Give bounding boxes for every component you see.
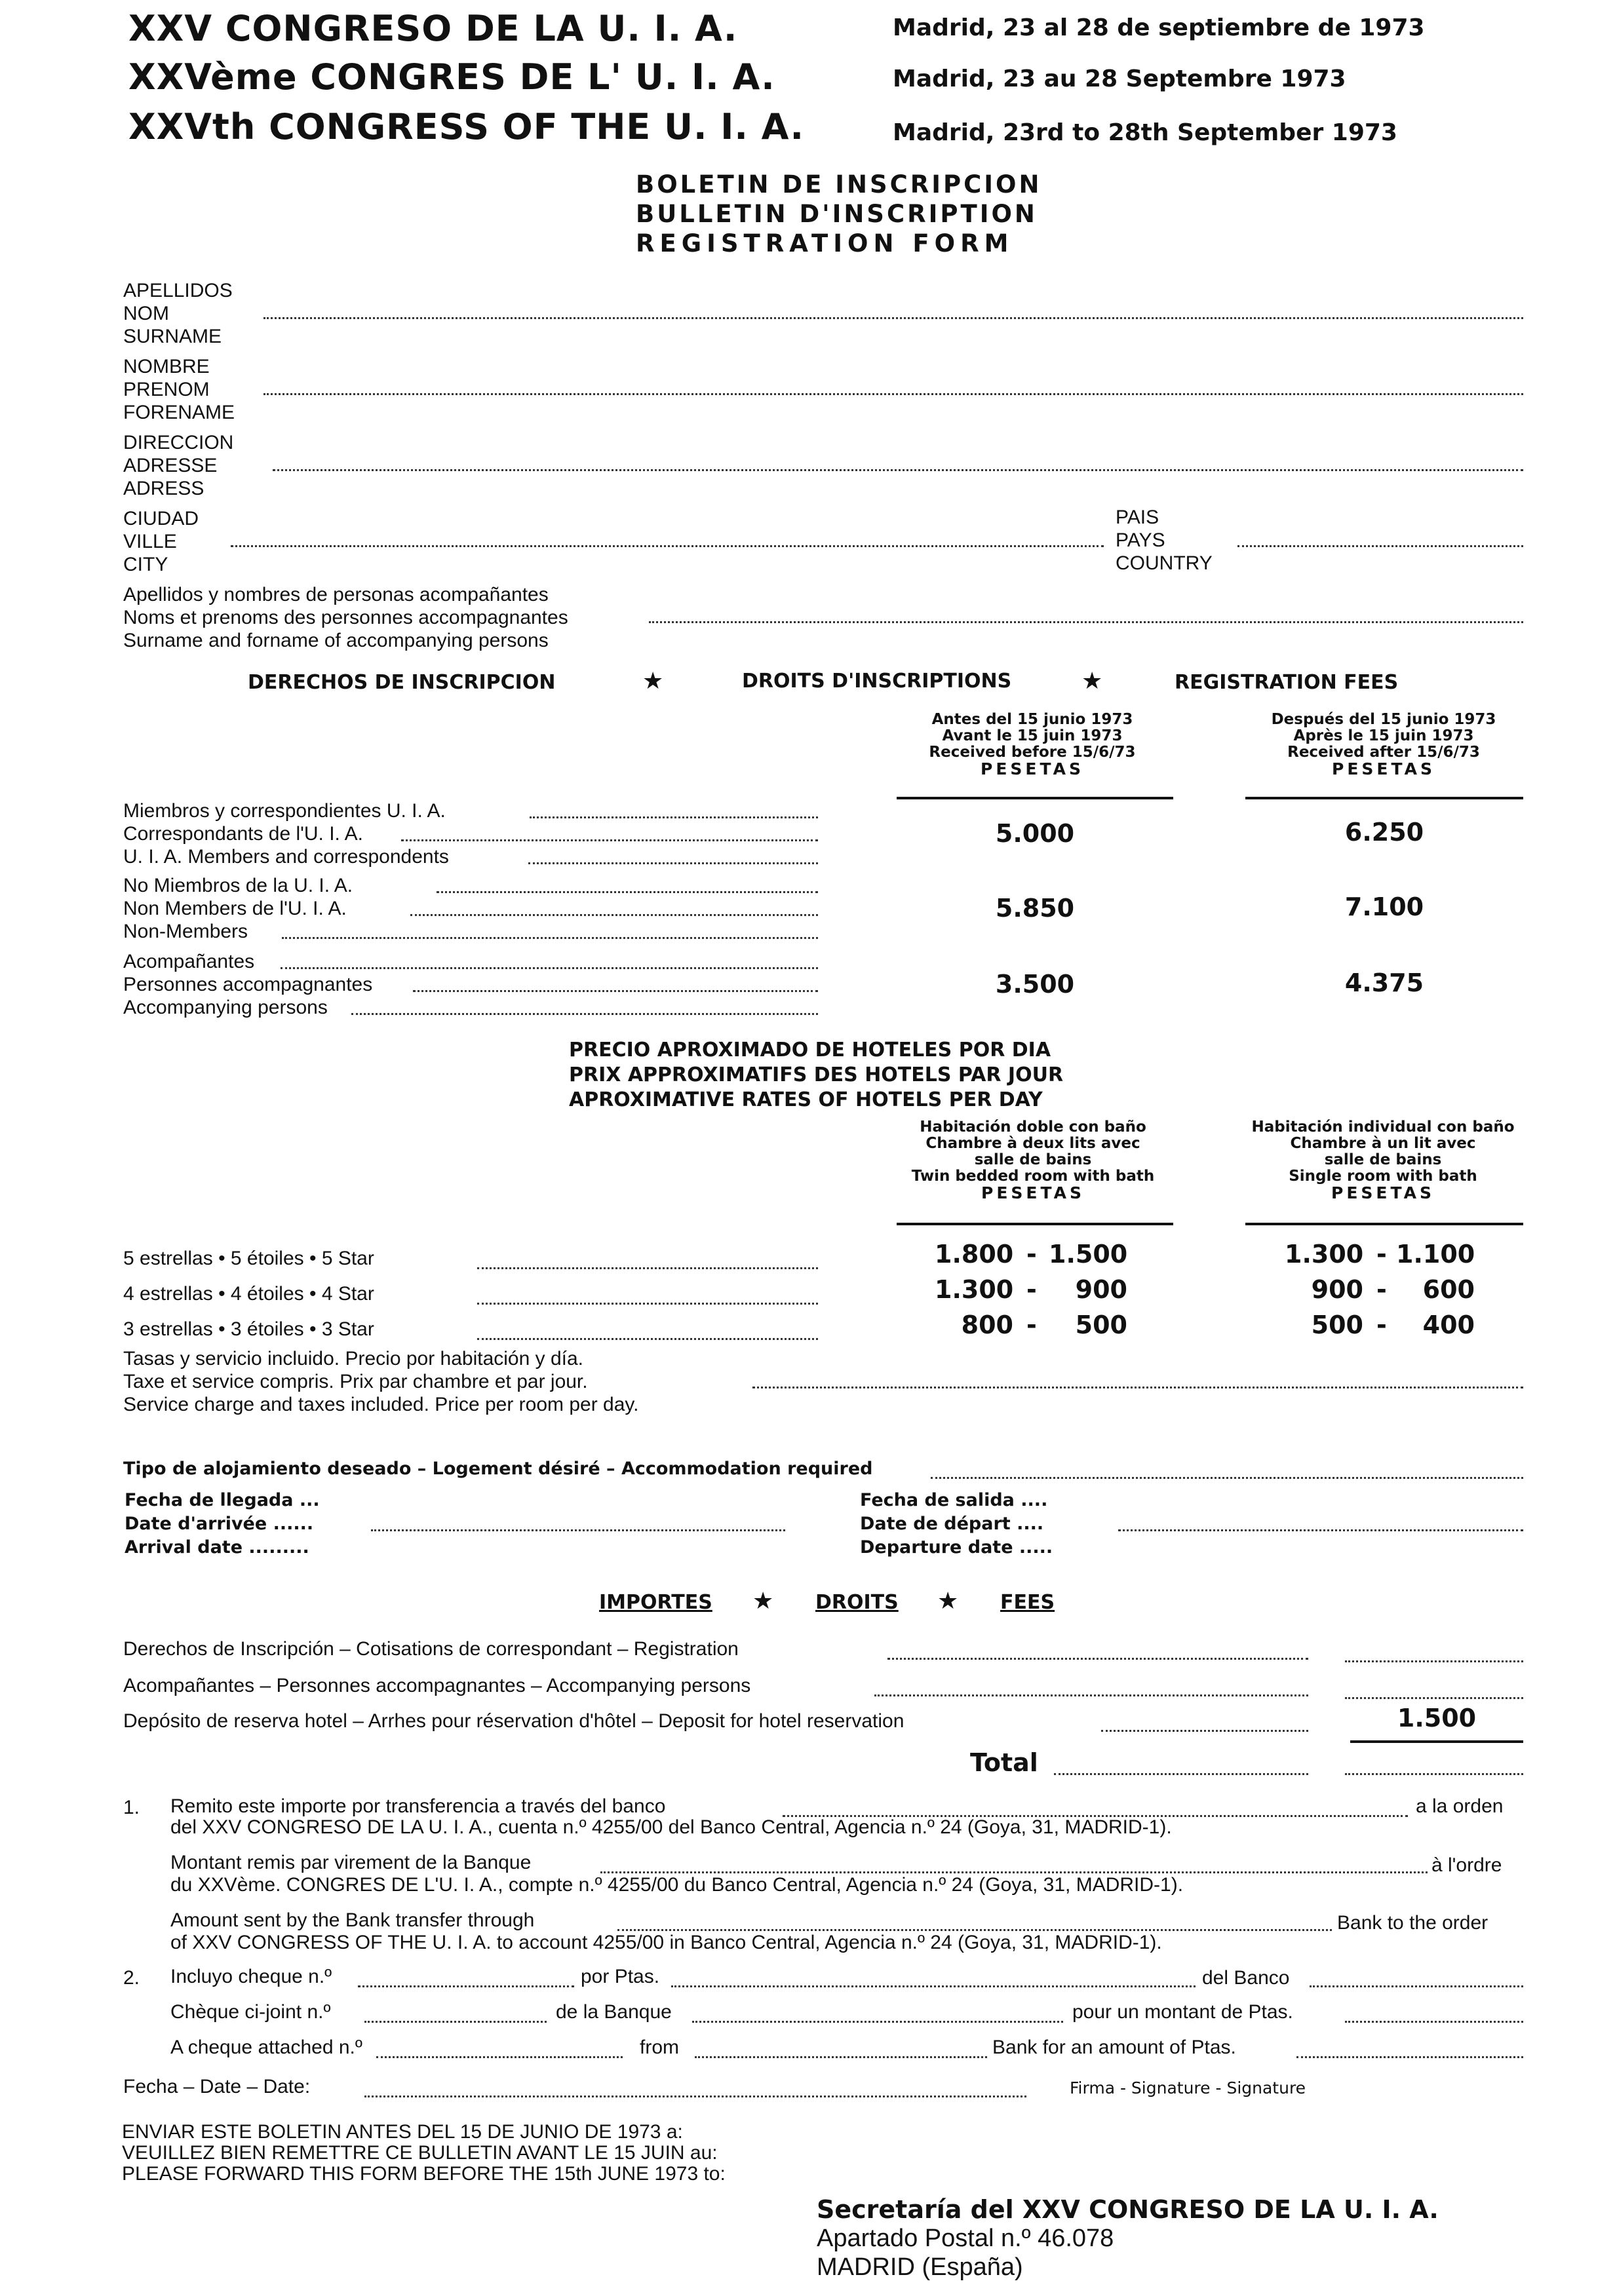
accompanying-label: Apellidos y nombres de personas acompañantes Noms et prenoms des personnes accompagnantes Surname and forname of accompanying persons: [123, 584, 568, 651]
date-field[interactable]: [364, 2095, 1026, 2097]
city-label: CIUDAD VILLE CITY: [123, 508, 199, 575]
transfer-account-fr: du XXVème. CONGRES DE L'U. I. A., compte n.º 4255/00 du Banco Central, Agencia n.º 24 (Goya, 31, MADRID-1).: [170, 1874, 1184, 1896]
dot-leader: [530, 816, 818, 818]
dot-leader: [437, 891, 818, 893]
secretariat-address: Secretaría del XXV CONGRESO DE LA U. I. A. Apartado Postal n.º 46.078 MADRID (España): [817, 2195, 1439, 2281]
amount-registration-field[interactable]: [1345, 1660, 1523, 1662]
transfer-text-fr-end: à l'ordre: [1431, 1854, 1502, 1876]
twin-rate-high: 1.800: [935, 1240, 1014, 1269]
fees-heading-en: REGISTRATION FEES: [1175, 671, 1399, 694]
star-icon: ★: [752, 1587, 774, 1614]
forename-label: NOMBRE PRENOM FORENAME: [123, 356, 235, 423]
hotel-row-label: 4 estrellas • 4 étoiles • 4 Star: [123, 1283, 374, 1305]
amounts-heading-es: IMPORTES: [599, 1591, 712, 1614]
header-title-fr: XXVème CONGRES DE L' U. I. A.: [128, 56, 775, 98]
hotel-rates-heading: PRECIO APROXIMADO DE HOTELES POR DIA PRIX APPROXIMATIFS DES HOTELS PAR JOUR APROXIMATIVE RATES OF HOTELS PER DAY: [569, 1039, 1064, 1111]
header-date-fr: Madrid, 23 au 28 Septembre 1973: [893, 66, 1346, 92]
deposit-value: 1.500: [1397, 1704, 1477, 1732]
fees-heading-es: DERECHOS DE INSCRIPCION: [248, 671, 556, 694]
transfer-text-en: Amount sent by the Bank transfer through: [170, 1909, 535, 1931]
cheque-amount-en-field[interactable]: [1296, 2056, 1523, 2058]
deposit-rule: [1350, 1740, 1523, 1743]
rate-dash: -: [1376, 1311, 1387, 1339]
form-title-es: BOLETIN DE INSCRIPCION: [636, 170, 1042, 199]
hotel-col-twin-header: Habitación doble con baño Chambre à deux lits avec salle de bains Twin bedded room with bath PESETAS: [911, 1119, 1155, 1202]
twin-rate-high: 800: [961, 1311, 1013, 1339]
single-rate-high: 500: [1311, 1311, 1363, 1339]
star-icon: ★: [937, 1587, 959, 1614]
cheque-number-fr-field[interactable]: [364, 2021, 547, 2023]
surname-field[interactable]: [263, 317, 1523, 319]
bank-en-field[interactable]: [617, 1929, 1332, 1931]
country-field[interactable]: [1237, 545, 1523, 547]
fee-row-label: Acompañantes Personnes accompagnantes Accompanying persons: [123, 951, 373, 1018]
dot-leader: [1054, 1773, 1308, 1775]
address-label: DIRECCION ADRESSE ADRESS: [123, 432, 234, 499]
option-number: 2.: [123, 1967, 140, 1989]
fee-after-value: 7.100: [1344, 892, 1424, 921]
rate-dash: -: [1026, 1275, 1037, 1304]
header-title-es: XXV CONGRESO DE LA U. I. A.: [128, 8, 738, 49]
transfer-account-en: of XXV CONGRESS OF THE U. I. A. to account 4255/00 in Banco Central, Agencia n.º 24 (Goya, 31, MADRID-1).: [170, 1932, 1162, 1953]
dot-leader: [413, 990, 818, 992]
amounts-heading-en: FEES: [1000, 1591, 1055, 1614]
dot-leader: [477, 1338, 818, 1340]
fees-col-before-rule: [897, 797, 1173, 799]
dot-leader: [528, 862, 818, 864]
departure-date-field[interactable]: [1118, 1529, 1523, 1531]
transfer-text-es-end: a la orden: [1416, 1795, 1504, 1817]
dot-leader: [281, 967, 818, 969]
hotel-notes: Tasas y servicio incluido. Precio por habitación y día. Taxe et service compris. Prix par chambre et par jour. Service charge and taxes included. Price per room per day.: [123, 1348, 639, 1415]
form-title-fr: BULLETIN D'INSCRIPTION: [636, 200, 1038, 228]
fee-row-label: No Miembros de la U. I. A. Non Members de l'U. I. A. Non-Members: [123, 875, 353, 942]
cheque-text-en: A cheque attached n.º: [170, 2037, 362, 2058]
hotel-row-label: 5 estrellas • 5 étoiles • 5 Star: [123, 1248, 374, 1269]
twin-rate-low: 500: [1075, 1311, 1127, 1339]
amounts-heading-fr: DROITS: [815, 1591, 899, 1614]
cheque-number-es-field[interactable]: [358, 1985, 574, 1987]
header-date-en: Madrid, 23rd to 28th September 1973: [893, 119, 1397, 146]
transfer-text-es: Remito este importe por transferencia a través del banco: [170, 1795, 666, 1817]
single-rate-high: 1.300: [1285, 1240, 1364, 1269]
option-number: 1.: [123, 1797, 140, 1818]
fees-heading-fr: DROITS D'INSCRIPTIONS: [742, 670, 1012, 693]
total-label: Total: [970, 1748, 1038, 1777]
amount-deposit-label: Depósito de reserva hotel – Arrhes pour réservation d'hôtel – Deposit for hotel reservation: [123, 1710, 905, 1732]
twin-rate-low: 900: [1075, 1275, 1127, 1304]
amount-accompanying-field[interactable]: [1345, 1697, 1523, 1699]
cheque-text-fr: Chèque ci-joint n.º: [170, 2001, 331, 2023]
dot-leader: [282, 937, 818, 939]
accommodation-type-field[interactable]: [931, 1477, 1523, 1479]
signature-label: Firma - Signature - Signature: [1070, 2078, 1306, 2097]
arrival-date-field[interactable]: [371, 1529, 785, 1531]
bank-fr-field[interactable]: [600, 1871, 1428, 1873]
dot-leader: [401, 839, 818, 841]
forename-field[interactable]: [263, 393, 1523, 395]
cheque-text-es: Incluyo cheque n.º: [170, 1966, 332, 1987]
accommodation-type-label: Tipo de alojamiento deseado – Logement désiré – Accommodation required: [123, 1459, 873, 1479]
dot-leader: [477, 1303, 818, 1305]
cheque-text-fr-2: de la Banque: [556, 2001, 672, 2023]
arrival-date-label: Fecha de llegada ... Date d'arrivée ...... Arrival date .........: [125, 1490, 320, 1558]
fee-after-value: 4.375: [1344, 968, 1424, 997]
twin-rate-high: 1.300: [935, 1275, 1014, 1304]
accompanying-field[interactable]: [649, 621, 1523, 623]
dot-leader: [477, 1267, 818, 1269]
dot-leader: [351, 1013, 818, 1015]
country-label: PAIS PAYS COUNTRY: [1116, 507, 1213, 574]
address-field[interactable]: [273, 469, 1523, 471]
cheque-bank-fr-field[interactable]: [692, 2021, 1063, 2023]
departure-date-label: Fecha de salida .... Date de départ .... Departure date .....: [860, 1490, 1053, 1558]
cheque-text-es-3: del Banco: [1202, 1967, 1290, 1989]
single-rate-low: 400: [1422, 1311, 1475, 1339]
dot-leader: [887, 1658, 1308, 1660]
send-instructions: ENVIAR ESTE BOLETIN ANTES DEL 15 DE JUNIO DE 1973 a: VEUILLEZ BIEN REMETTRE CE BULLETIN AVANT LE 15 JUIN au: PLEASE FORWARD THIS FORM BEFORE THE 15th JUNE 1973 to:: [122, 2121, 726, 2185]
transfer-text-fr: Montant remis par virement de la Banque: [170, 1852, 532, 1873]
amount-accompanying-label: Acompañantes – Personnes accompagnantes – Accompanying persons: [123, 1675, 751, 1696]
hotel-col-single-rule: [1245, 1223, 1523, 1225]
amount-registration-label: Derechos de Inscripción – Cotisations de correspondant – Registration: [123, 1638, 739, 1660]
dot-leader: [752, 1387, 1523, 1388]
surname-label: APELLIDOS NOM SURNAME: [123, 280, 233, 347]
rate-dash: -: [1376, 1240, 1387, 1269]
rate-dash: -: [1026, 1311, 1037, 1339]
star-icon: ★: [642, 667, 664, 694]
fee-before-value: 3.500: [995, 970, 1075, 999]
star-icon: ★: [1081, 667, 1103, 694]
fee-after-value: 6.250: [1344, 818, 1424, 847]
single-rate-low: 1.100: [1396, 1240, 1475, 1269]
city-field[interactable]: [231, 545, 1104, 547]
cheque-amount-fr-field[interactable]: [1345, 2021, 1523, 2023]
header-title-en: XXVth CONGRESS OF THE U. I. A.: [128, 106, 804, 147]
cheque-amount-es-field[interactable]: [671, 1985, 1196, 1987]
single-rate-high: 900: [1311, 1275, 1363, 1304]
fees-col-after-header: Después del 15 junio 1973 Après le 15 juin 1973 Received after 15/6/73 PESETAS: [1271, 711, 1496, 778]
fees-col-before-header: Antes del 15 junio 1973 Avant le 15 juin 1973 Received before 15/6/73 PESETAS: [929, 711, 1136, 778]
transfer-text-en-end: Bank to the order: [1337, 1912, 1489, 1934]
form-title-en: REGISTRATION FORM: [636, 229, 1014, 258]
cheque-text-es-2: por Ptas.: [581, 1966, 660, 1987]
twin-rate-low: 1.500: [1049, 1240, 1128, 1269]
fee-row-label: Miembros y correspondientes U. I. A. Correspondants de l'U. I. A. U. I. A. Members and correspondents: [123, 800, 449, 868]
single-rate-low: 600: [1422, 1275, 1475, 1304]
cheque-number-en-field[interactable]: [376, 2056, 623, 2058]
fee-before-value: 5.850: [995, 894, 1075, 923]
fee-before-value: 5.000: [995, 819, 1075, 848]
cheque-bank-en-field[interactable]: [695, 2056, 987, 2058]
rate-dash: -: [1376, 1275, 1387, 1304]
cheque-bank-es-field[interactable]: [1310, 1985, 1523, 1987]
hotel-col-single-header: Habitación individual con baño Chambre à un lit avec salle de bains Single room with bath PESETAS: [1251, 1119, 1515, 1202]
dot-leader: [874, 1694, 1308, 1696]
transfer-account-es: del XXV CONGRESO DE LA U. I. A., cuenta n.º 4255/00 del Banco Central, Agencia n.º 24 (Goya, 31, MADRID-1).: [170, 1816, 1172, 1838]
cheque-text-en-3: Bank for an amount of Ptas.: [992, 2037, 1236, 2058]
cheque-text-fr-3: pour un montant de Ptas.: [1072, 2001, 1293, 2023]
cheque-text-en-2: from: [640, 2037, 679, 2058]
dot-leader: [410, 914, 818, 916]
date-label: Fecha – Date – Date:: [123, 2076, 311, 2097]
fees-col-after-rule: [1245, 797, 1523, 799]
hotel-row-label: 3 estrellas • 3 étoiles • 3 Star: [123, 1318, 374, 1340]
hotel-col-twin-rule: [897, 1223, 1173, 1225]
dot-leader: [1101, 1730, 1308, 1732]
rate-dash: -: [1026, 1240, 1037, 1269]
total-field[interactable]: [1345, 1773, 1523, 1775]
header-date-es: Madrid, 23 al 28 de septiembre de 1973: [893, 14, 1425, 41]
